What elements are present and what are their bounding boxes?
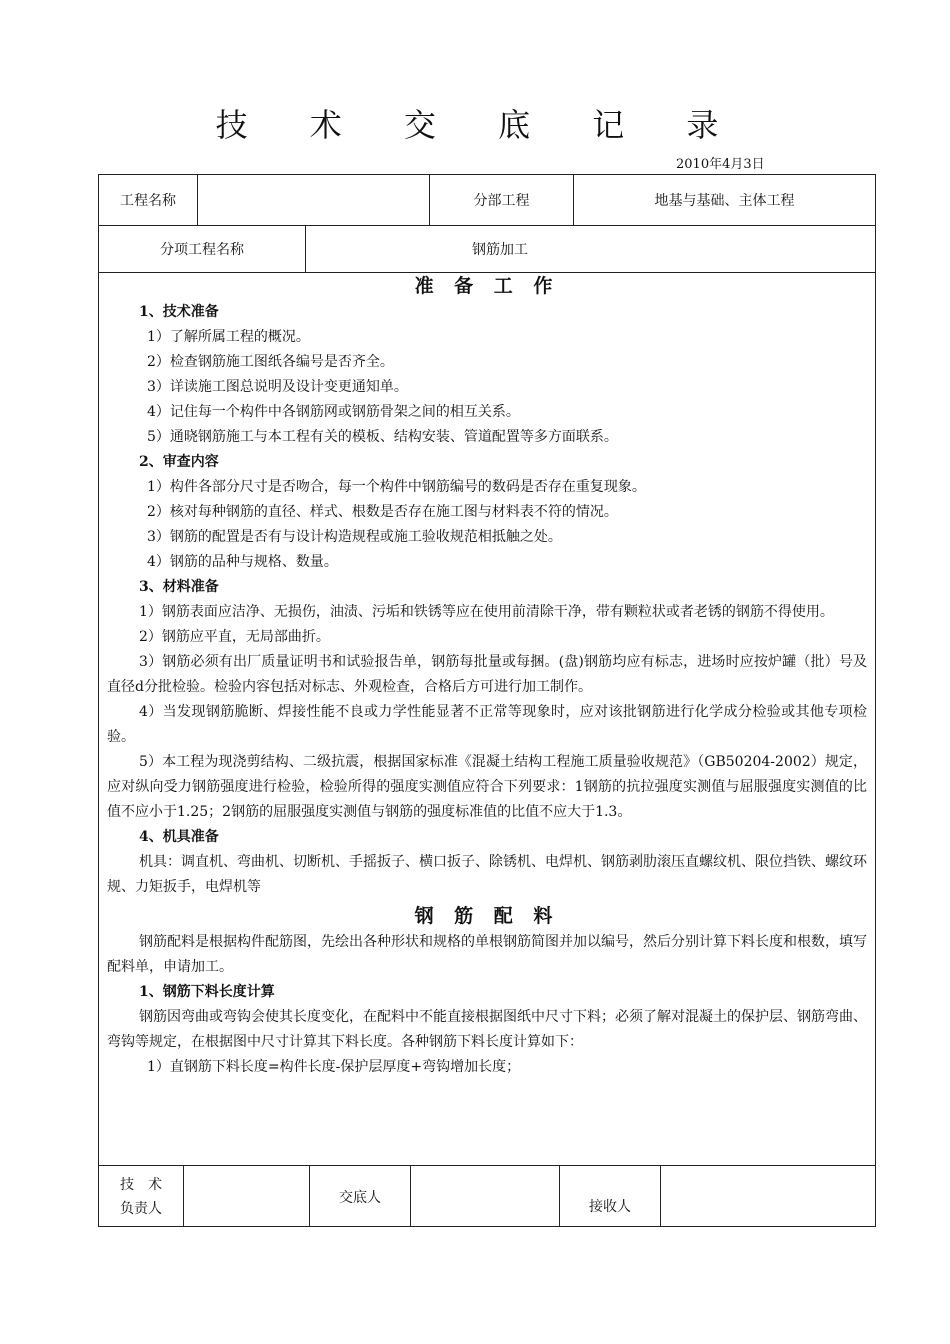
section-title-material: 钢 筋 配 料 xyxy=(414,905,560,927)
divider xyxy=(305,225,306,272)
paragraph: 2）钢筋应平直，无局部曲折。 xyxy=(139,629,330,645)
record-table xyxy=(98,174,876,1227)
division-label: 分部工程 xyxy=(473,193,530,209)
subitem-value: 钢筋加工 xyxy=(472,242,528,258)
project-name-label: 工程名称 xyxy=(120,193,176,209)
list-item: 1）构件各部分尺寸是否吻合，每一个构件中钢筋编号的数码是否存在重复现象。 xyxy=(147,479,646,495)
list-item: 4）记住每一个构件中各钢筋网或钢筋骨架之间的相互关系。 xyxy=(147,404,520,420)
page-title: 技 术 交 底 记 录 xyxy=(215,106,745,144)
paragraph: 4）当发现钢筋脆断、焊接性能不良或力学性能显著不正常等现象时，应对该批钢筋进行化学成分检验或其他专项检验。 xyxy=(107,704,867,745)
subsection-title: 1、技术准备 xyxy=(139,304,219,320)
discloser-label: 交底人 xyxy=(339,1190,381,1206)
list-item: 4）钢筋的品种与规格、数量。 xyxy=(147,554,338,570)
list-item: 3）详读施工图总说明及设计变更通知单。 xyxy=(147,379,408,395)
paragraph: 3）钢筋必须有出厂质量证明书和试验报告单，钢筋每批量或每捆。(盘)钢筋均应有标志，进场时应按炉罐（批）号及直径d分批检验。检验内容包括对标志、外观检查，合格后方可进行加工制作。 xyxy=(107,654,867,695)
list-item: 1）了解所属工程的概况。 xyxy=(147,329,310,345)
subsection-title: 3、材料准备 xyxy=(139,579,219,595)
division-value: 地基与基础、主体工程 xyxy=(654,193,795,209)
tech-lead-label-line2: 负责人 xyxy=(120,1201,162,1217)
paragraph: 钢筋因弯曲或弯钩会使其长度变化，在配料中不能直接根据图纸中尺寸下料；必须了解对混凝土的保护层、钢筋弯曲、弯钩等规定，在根据图中尺寸计算其下料长度。各种钢筋下料长度计算如下： xyxy=(107,1009,867,1050)
divider xyxy=(197,175,198,225)
project-name-value xyxy=(199,175,429,225)
record-date: 2010年4月3日 xyxy=(676,157,765,172)
list-item: 3）钢筋的配置是否有与设计构造规程或施工验收规范相抵触之处。 xyxy=(147,529,562,545)
receiver-label: 接收人 xyxy=(589,1199,631,1215)
tech-lead-label xyxy=(99,1173,183,1221)
divider xyxy=(660,1165,661,1227)
disclosure-content xyxy=(99,272,875,1080)
divider xyxy=(410,1165,411,1227)
list-item: 2）检查钢筋施工图纸各编号是否齐全。 xyxy=(147,354,394,370)
paragraph: 5）本工程为现浇剪结构、二级抗震，根据国家标准《混凝土结构工程施工质量验收规范》（GB50204-2002）规定，应对纵向受力钢筋强度进行检验，检验所得的强度实测值应符合下列要求：1钢筋的抗拉强度实测值与屈服强度实测值的比值不应小于1.25；2钢筋的屈服强度实测值与钢筋的强度标准值的比值不应大于1.3。 xyxy=(107,754,867,820)
list-item: 1）直钢筋下料长度=构件长度-保护层厚度+弯钩增加长度； xyxy=(147,1059,521,1075)
paragraph: 1）钢筋表面应洁净、无损伤，油渍、污垢和铁锈等应在使用前清除干净，带有颗粒状或者老锈的钢筋不得使用。 xyxy=(139,604,834,620)
divider xyxy=(99,1165,875,1166)
list-item: 5）通晓钢筋施工与本工程有关的模板、结构安装、管道配置等多方面联系。 xyxy=(147,429,618,445)
subitem-label: 分项工程名称 xyxy=(160,242,244,258)
section-title-preparation: 准 备 工 作 xyxy=(414,275,560,297)
paragraph: 机具：调直机、弯曲机、切断机、手摇扳子、横口扳子、除锈机、电焊机、钢筋剥肋滚压直螺纹机、限位挡铁、螺纹环规、力矩扳手，电焊机等 xyxy=(107,854,867,895)
tech-lead-label-line1: 技 术 xyxy=(120,1177,162,1193)
subsection-title: 2、审查内容 xyxy=(139,454,219,470)
divider xyxy=(183,1165,184,1227)
subsection-title: 4、机具准备 xyxy=(139,829,219,845)
subsection-title: 1、钢筋下料长度计算 xyxy=(139,984,275,1000)
paragraph: 钢筋配料是根据构件配筋图，先绘出各种形状和规格的单根钢筋简图并加以编号，然后分别计算下料长度和根数，填写配料单，申请加工。 xyxy=(107,934,867,975)
list-item: 2）核对每种钢筋的直径、样式、根数是否存在施工图与材料表不符的情况。 xyxy=(147,504,618,520)
